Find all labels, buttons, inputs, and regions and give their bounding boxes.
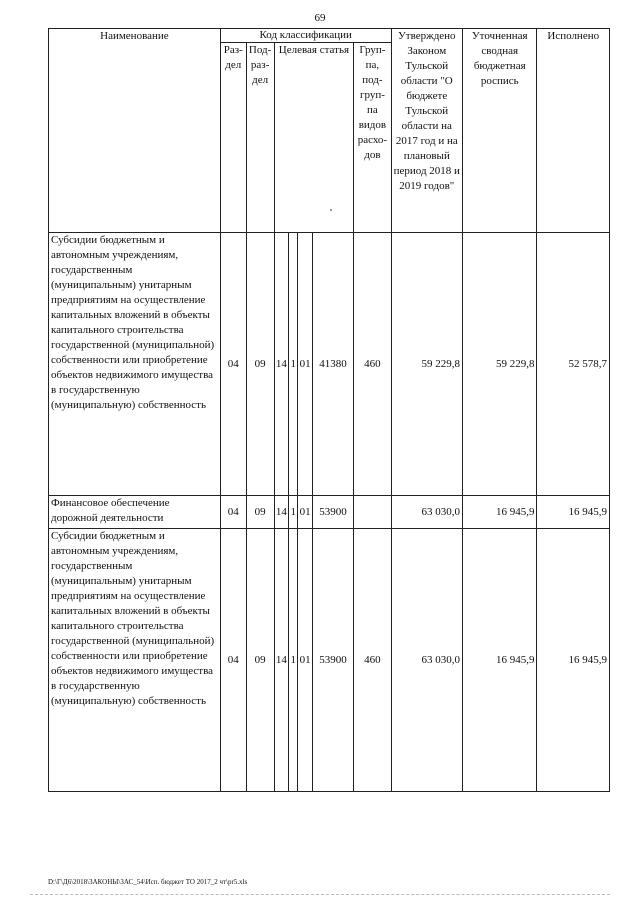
row-direction: 41380: [312, 233, 353, 496]
table-row: [49, 529, 610, 792]
scan-speck: [330, 209, 332, 211]
row-section: 04: [220, 233, 246, 496]
page-number: 69: [314, 12, 326, 24]
row-refined: 59 229,8: [462, 233, 537, 496]
row-direction: 53900: [312, 496, 353, 529]
row-main-event: 01: [298, 233, 312, 496]
header-name: Наименование: [49, 29, 221, 233]
row-expense-group: 460: [354, 233, 391, 496]
header-class-code: Код классификации: [220, 29, 391, 43]
row-approved: 63 030,0: [391, 529, 462, 792]
row-section: 04: [220, 496, 246, 529]
row-name: Субсидии бюджетным и автономным учреждениям, государственным (муниципальным) унитарным предприятиям на осуществление капитальных вложений в объекты капитального строительства государственной (муниципальной) собственности или приобретение объектов недвижимого имущества в государственную (муниципальную) собственность: [49, 529, 221, 792]
file-path-footer: D:\Г\Д6\2018\ЗАКОНЫ\ЗАС_54\Исп. бюджет ТО 2017_2 чт\pr5.xls: [48, 878, 248, 886]
row-name: Финансовое обеспечение дорожной деятельности: [49, 496, 221, 529]
header-refined: Уточненная сводная бюджетная роспись: [462, 29, 537, 233]
row-main-event: 01: [298, 496, 312, 529]
row-subprogram: 1: [289, 233, 298, 496]
header-row-1: [49, 29, 610, 43]
header-target-article: Целевая статья: [274, 43, 354, 233]
row-expense-group: 460: [354, 529, 391, 792]
row-approved: 63 030,0: [391, 496, 462, 529]
row-refined: 16 945,9: [462, 496, 537, 529]
header-expense-group: Груп-па, под-груп-па видов расхо-дов: [354, 43, 391, 233]
row-executed: 52 578,7: [537, 233, 610, 496]
row-subsection: 09: [246, 233, 274, 496]
row-subsection: 09: [246, 529, 274, 792]
header-approved: Утверждено Законом Тульской области "О бюджете Тульской области на 2017 год и на плановый период 2018 и 2019 годов": [391, 29, 462, 233]
row-expense-group: [354, 496, 391, 529]
row-refined: 16 945,9: [462, 529, 537, 792]
row-executed: 16 945,9: [537, 529, 610, 792]
row-main-event: 01: [298, 529, 312, 792]
budget-table: [48, 28, 610, 792]
row-program: 14: [274, 496, 288, 529]
header-executed: Исполнено: [537, 29, 610, 233]
row-subsection: 09: [246, 496, 274, 529]
header-section: Раз-дел: [220, 43, 246, 233]
table-row: [49, 233, 610, 496]
row-subprogram: 1: [289, 529, 298, 792]
row-program: 14: [274, 233, 288, 496]
row-direction: 53900: [312, 529, 353, 792]
row-subprogram: 1: [289, 496, 298, 529]
row-name: Субсидии бюджетным и автономным учреждениям, государственным (муниципальным) унитарным предприятиям на осуществление капитальных вложений в объекты капитального строительства государственной (муниципальной) собственности или приобретение объектов недвижимого имущества в государственную (муниципальную) собственность: [49, 233, 221, 496]
row-section: 04: [220, 529, 246, 792]
row-executed: 16 945,9: [537, 496, 610, 529]
scan-edge-line: [30, 894, 610, 895]
table-row: [49, 496, 610, 529]
row-program: 14: [274, 529, 288, 792]
header-subsection: Под-раз-дел: [246, 43, 274, 233]
row-approved: 59 229,8: [391, 233, 462, 496]
